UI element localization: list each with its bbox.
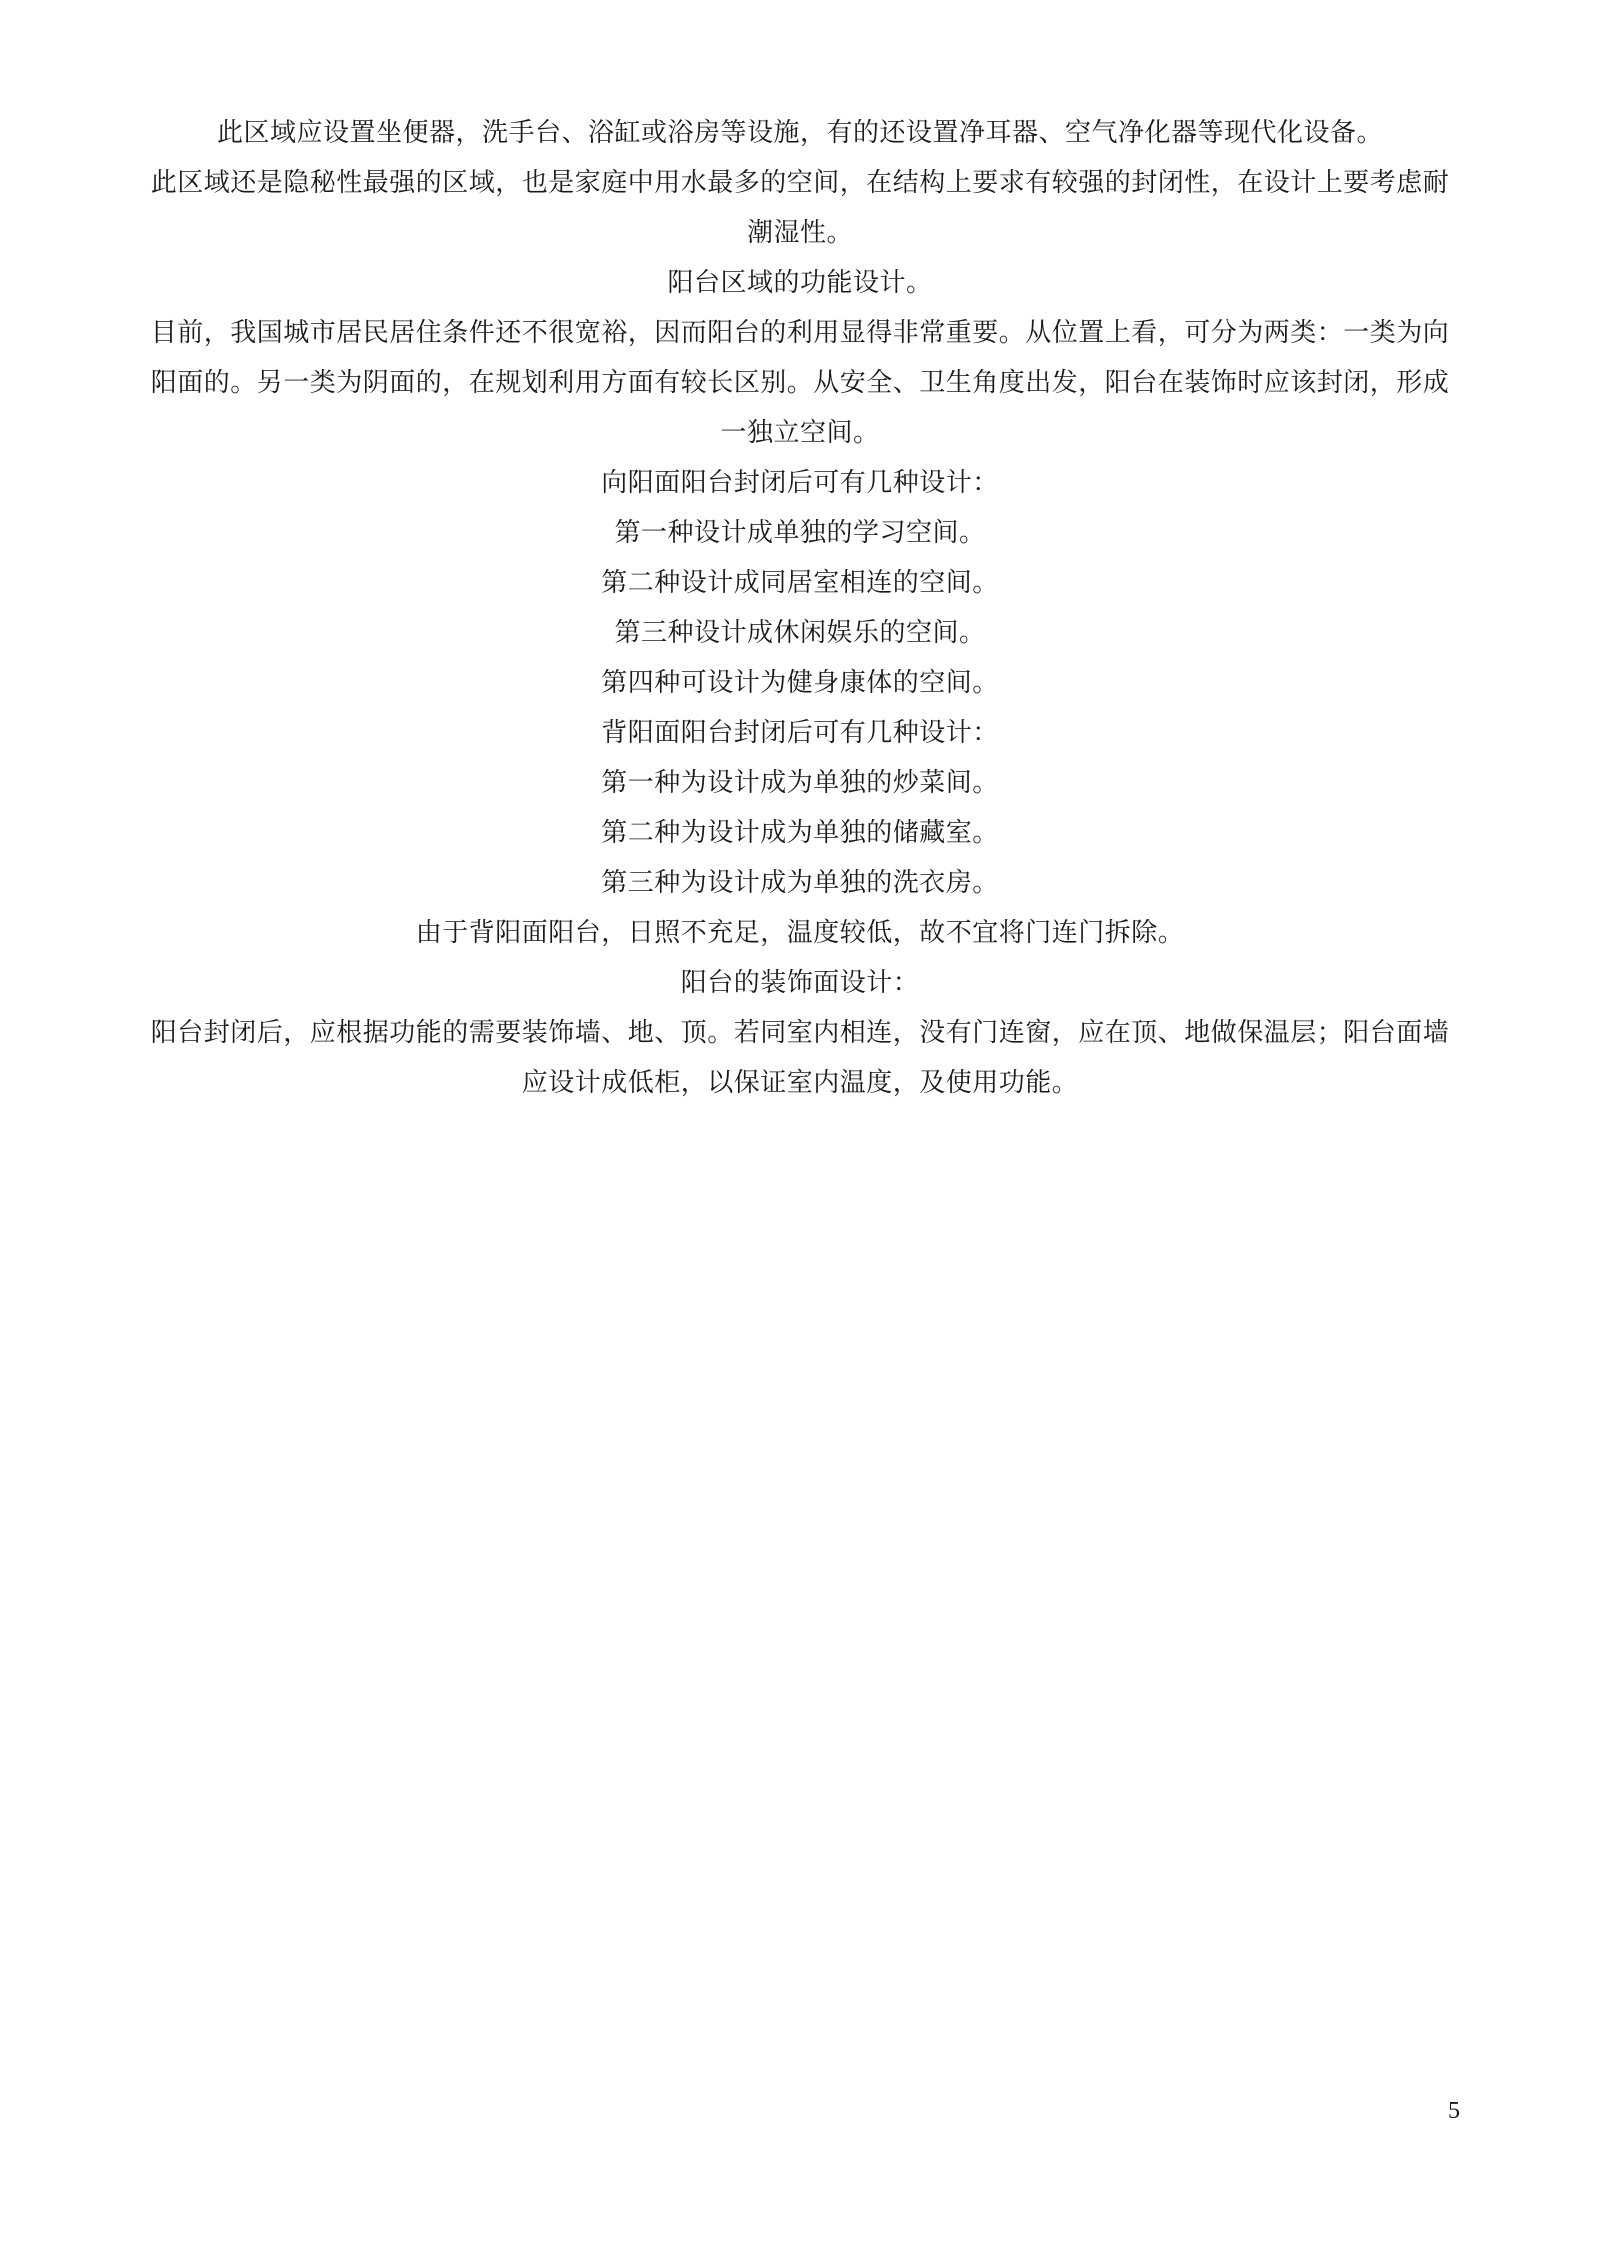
list-item-shady-2: 第二种为设计成为单独的储藏室。 bbox=[601, 818, 999, 848]
list-item-sunny-4: 第四种可设计为健身康体的空间。 bbox=[601, 668, 999, 698]
heading-sunny-balcony: 向阳面阳台封闭后可有几种设计： bbox=[601, 468, 999, 498]
paragraph-bathroom-privacy: 此区域还是隐秘性最强的区域，也是家庭中用水最多的空间，在结构上要求有较强的封闭性，在设计上要考虑耐潮湿性。 bbox=[150, 168, 1450, 248]
paragraph-bathroom-fixtures: 此区域应设置坐便器，洗手台、浴缸或浴房等设施，有的还设置净耳器、空气净化器等现代化设备。 bbox=[216, 118, 1383, 148]
heading-balcony-decoration: 阳台的装饰面设计： bbox=[680, 968, 920, 998]
paragraph-shady-note: 由于背阳面阳台，日照不充足，温度较低，故不宜将门连门拆除。 bbox=[415, 918, 1185, 948]
heading-balcony-function: 阳台区域的功能设计。 bbox=[667, 268, 933, 298]
paragraph-balcony-decoration: 阳台封闭后，应根据功能的需要装饰墙、地、顶。若同室内相连，没有门连窗，应在顶、地做保温层；阳台面墙应设计成低柜，以保证室内温度，及使用功能。 bbox=[150, 1018, 1450, 1098]
list-item-sunny-2: 第二种设计成同居室相连的空间。 bbox=[601, 568, 999, 598]
list-item-shady-3: 第三种为设计成为单独的洗衣房。 bbox=[601, 868, 999, 898]
list-item-shady-1: 第一种为设计成为单独的炒菜间。 bbox=[601, 768, 999, 798]
list-item-sunny-3: 第三种设计成休闲娱乐的空间。 bbox=[614, 618, 986, 648]
list-item-sunny-1: 第一种设计成单独的学习空间。 bbox=[614, 518, 986, 548]
heading-shady-balcony: 背阳面阳台封闭后可有几种设计： bbox=[601, 718, 999, 748]
paragraph-balcony-overview: 目前，我国城市居民居住条件还不很宽裕，因而阳台的利用显得非常重要。从位置上看，可分为两类：一类为向阳面的。另一类为阴面的，在规划利用方面有较长区别。从安全、卫生角度出发，阳台在装饰时应该封闭，形成一独立空间。 bbox=[150, 318, 1450, 448]
page-number: 5 bbox=[1448, 2098, 1460, 2124]
document-body bbox=[150, 108, 1450, 1108]
